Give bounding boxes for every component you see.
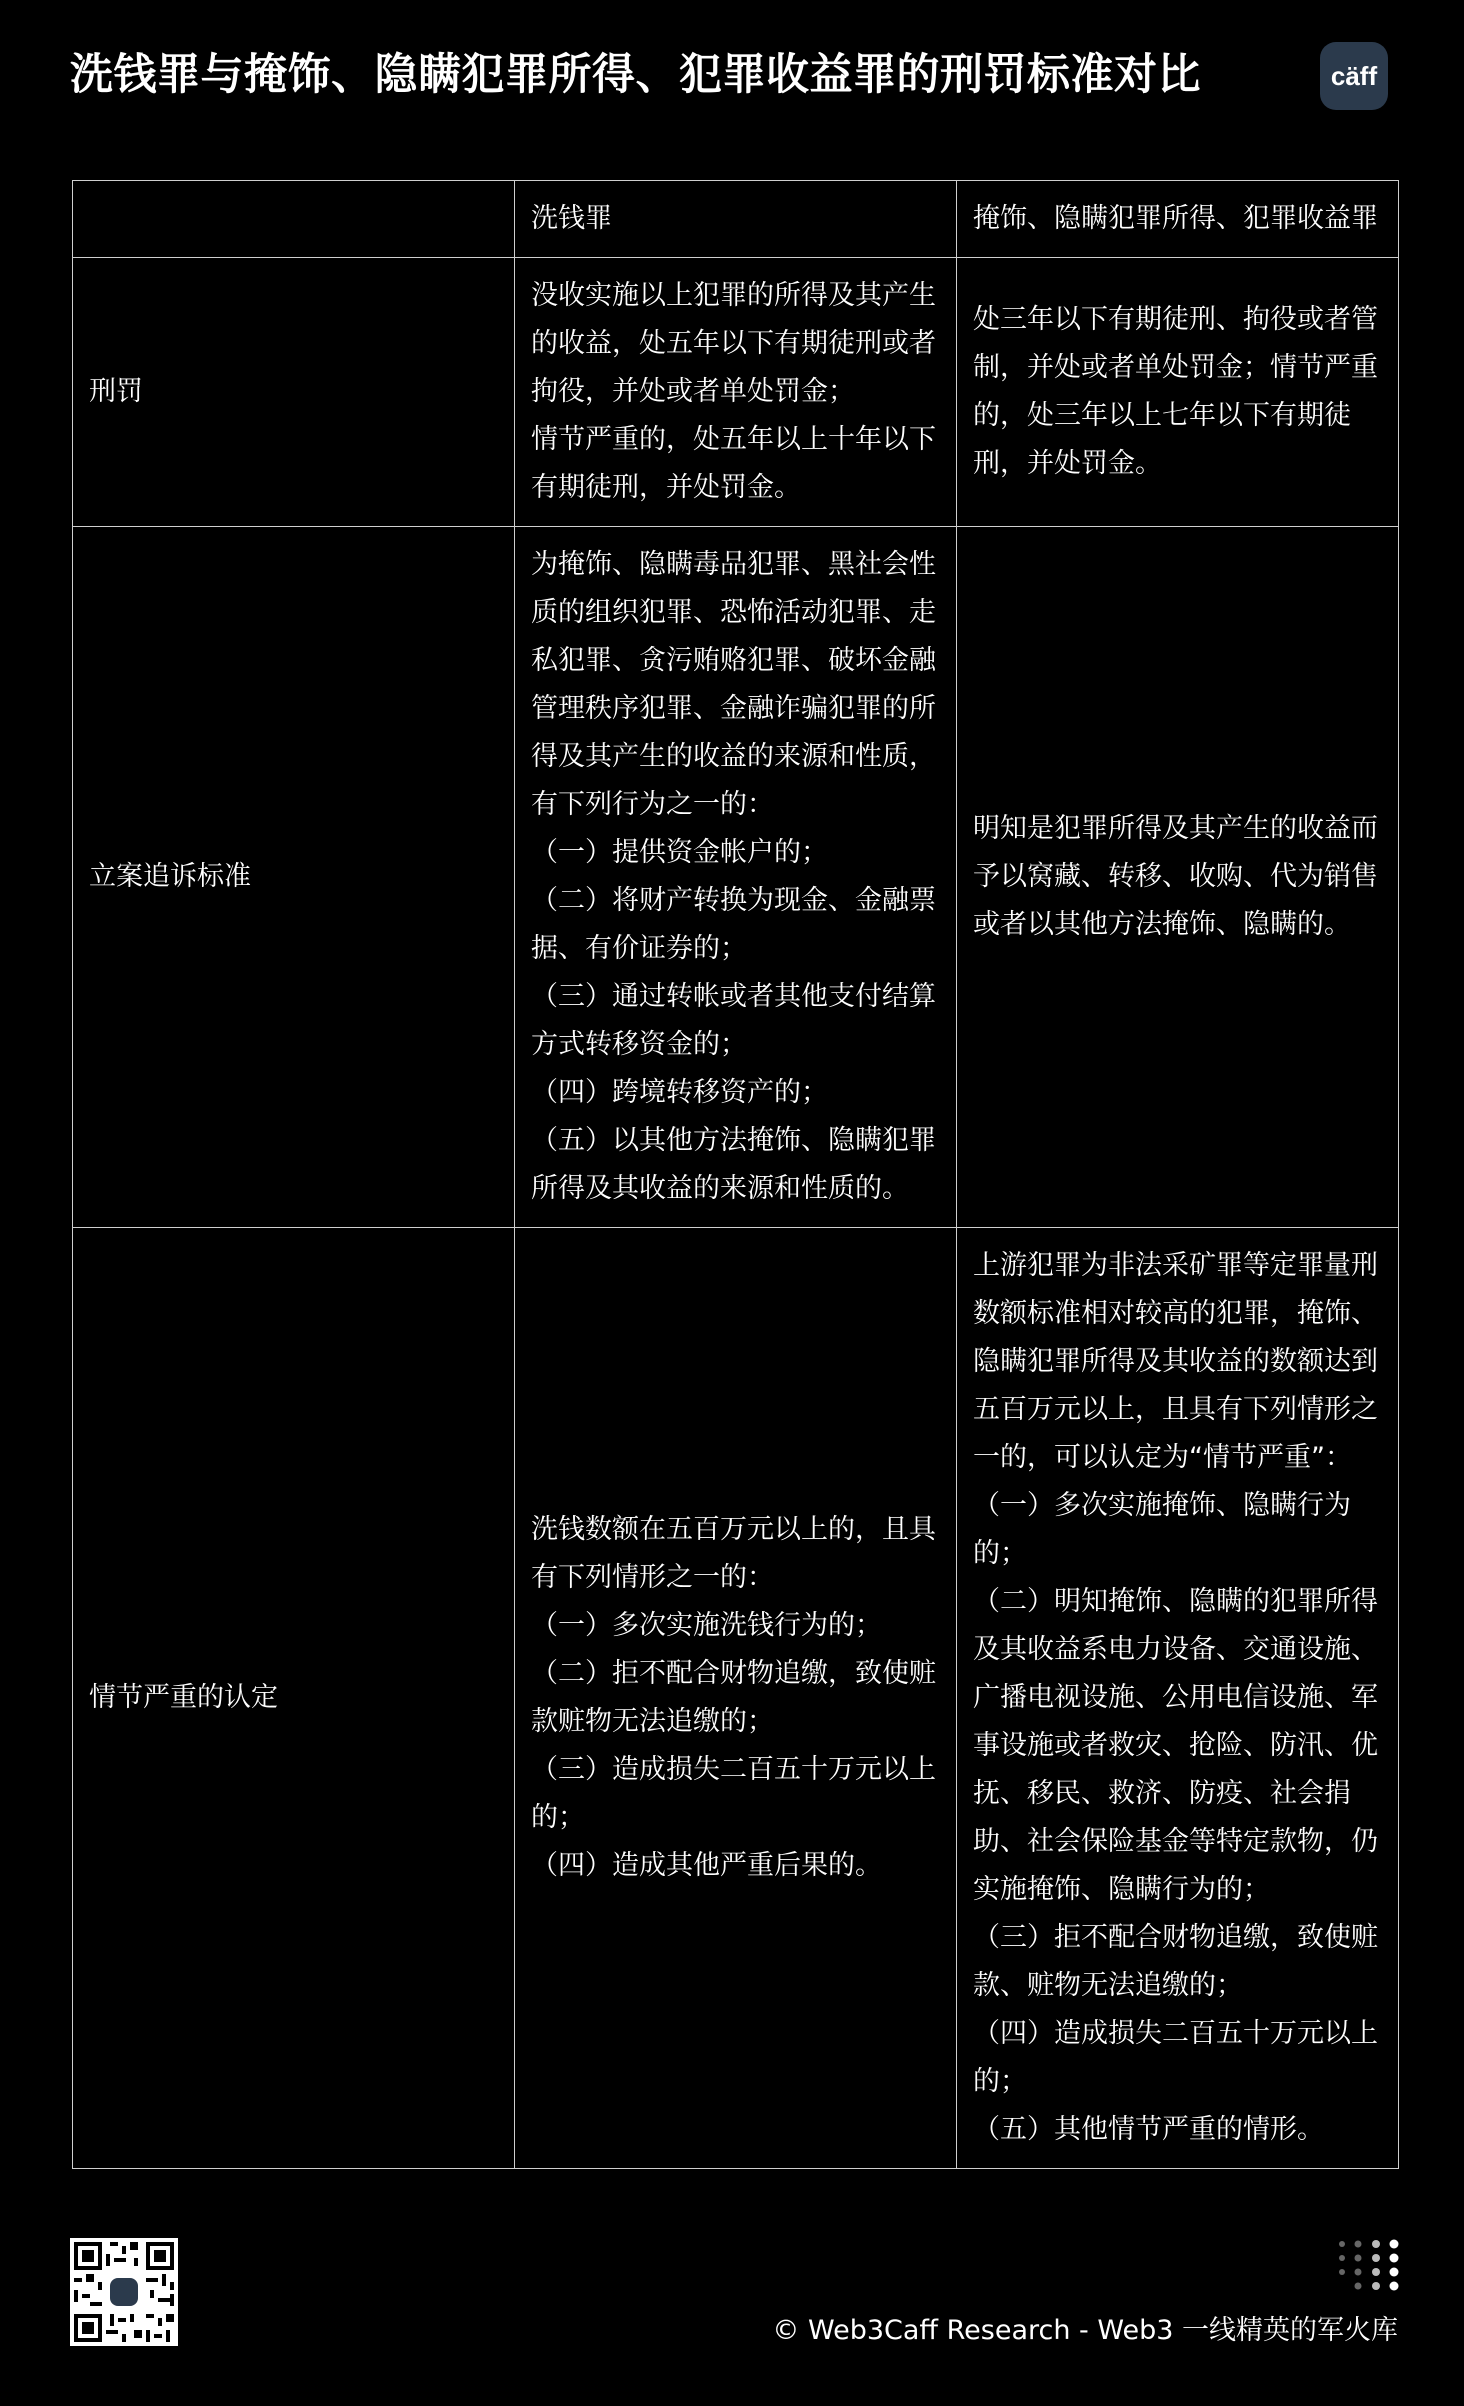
table-header-row	[73, 181, 1399, 258]
cell-line: 洗钱数额在五百万元以上的，且具有下列情形之一的：	[531, 1514, 936, 1593]
money-laundering-cell	[515, 258, 957, 527]
concealment-cell	[957, 258, 1399, 527]
cell-line: （四）造成损失二百五十万元以上的；	[973, 2018, 1378, 2097]
cell-line: （一）提供资金帐户的；	[531, 837, 828, 868]
row-label: 情节严重的认定	[73, 1228, 515, 2169]
table-row	[73, 527, 1399, 1228]
header-cell-concealment: 掩饰、隐瞒犯罪所得、犯罪收益罪	[957, 181, 1399, 258]
cell-line: （三）造成损失二百五十万元以上的；	[531, 1754, 936, 1833]
comparison-table	[72, 180, 1399, 2169]
cell-line: （二）拒不配合财物追缴，致使赃款赃物无法追缴的；	[531, 1658, 936, 1737]
table-row	[73, 258, 1399, 527]
header-cell-empty	[73, 181, 515, 258]
qr-code-icon	[70, 2238, 178, 2346]
cell-line: 为掩饰、隐瞒毒品犯罪、黑社会性质的组织犯罪、恐怖活动犯罪、走私犯罪、贪污贿赂犯罪、破坏金融管理秩序犯罪、金融诈骗犯罪的所得及其产生的收益的来源和性质，有下列行为之一的：	[531, 549, 936, 820]
cell-line: （三）拒不配合财物追缴，致使赃款、赃物无法追缴的；	[973, 1922, 1378, 2001]
cell-line: 明知是犯罪所得及其产生的收益而予以窝藏、转移、收购、代为销售或者以其他方法掩饰、隐瞒的。	[973, 813, 1378, 940]
cell-line: 情节严重的，处五年以上十年以下有期徒刑，并处罚金。	[531, 424, 936, 503]
cell-line: 处三年以下有期徒刑、拘役或者管制，并处或者单处罚金；情节严重的，处三年以上七年以下有期徒刑，并处罚金。	[973, 304, 1378, 479]
cell-line: （二）明知掩饰、隐瞒的犯罪所得及其收益系电力设备、交通设施、广播电视设施、公用电信设施、军事设施或者救灾、抢险、防汛、优抚、移民、救济、防疫、社会捐助、社会保险基金等特定款物，仍实施掩饰、隐瞒行为的；	[973, 1586, 1378, 1905]
brand-dots-icon	[1334, 2236, 1404, 2300]
row-label: 立案追诉标准	[73, 527, 515, 1228]
cell-line: （五）以其他方法掩饰、隐瞒犯罪所得及其收益的来源和性质的。	[531, 1125, 936, 1204]
cell-line: （一）多次实施洗钱行为的；	[531, 1610, 882, 1641]
concealment-cell	[957, 527, 1399, 1228]
money-laundering-cell	[515, 1228, 957, 2169]
concealment-cell	[957, 1228, 1399, 2169]
cell-line: （五）其他情节严重的情形。	[973, 2114, 1324, 2145]
cell-line: （二）将财产转换为现金、金融票据、有价证券的；	[531, 885, 936, 964]
caff-logo: cäff	[1320, 42, 1388, 110]
cell-line: （四）跨境转移资产的；	[531, 1077, 828, 1108]
footer-copyright: © Web3Caff Research - Web3 一线精英的军火库	[772, 2315, 1398, 2346]
cell-line: （一）多次实施掩饰、隐瞒行为的；	[973, 1490, 1351, 1569]
header-cell-money-laundering: 洗钱罪	[515, 181, 957, 258]
money-laundering-cell	[515, 527, 957, 1228]
table-row	[73, 1228, 1399, 2169]
cell-line: 没收实施以上犯罪的所得及其产生的收益，处五年以下有期徒刑或者拘役，并处或者单处罚金；	[531, 280, 936, 407]
cell-line: 上游犯罪为非法采矿罪等定罪量刑数额标准相对较高的犯罪，掩饰、隐瞒犯罪所得及其收益的数额达到五百万元以上，且具有下列情形之一的，可以认定为“情节严重”：	[973, 1250, 1378, 1473]
cell-line: （三）通过转帐或者其他支付结算方式转移资金的；	[531, 981, 936, 1060]
cell-line: （四）造成其他严重后果的。	[531, 1850, 882, 1881]
row-label: 刑罚	[73, 258, 515, 527]
page-title: 洗钱罪与掩饰、隐瞒犯罪所得、犯罪收益罪的刑罚标准对比	[70, 50, 1201, 100]
